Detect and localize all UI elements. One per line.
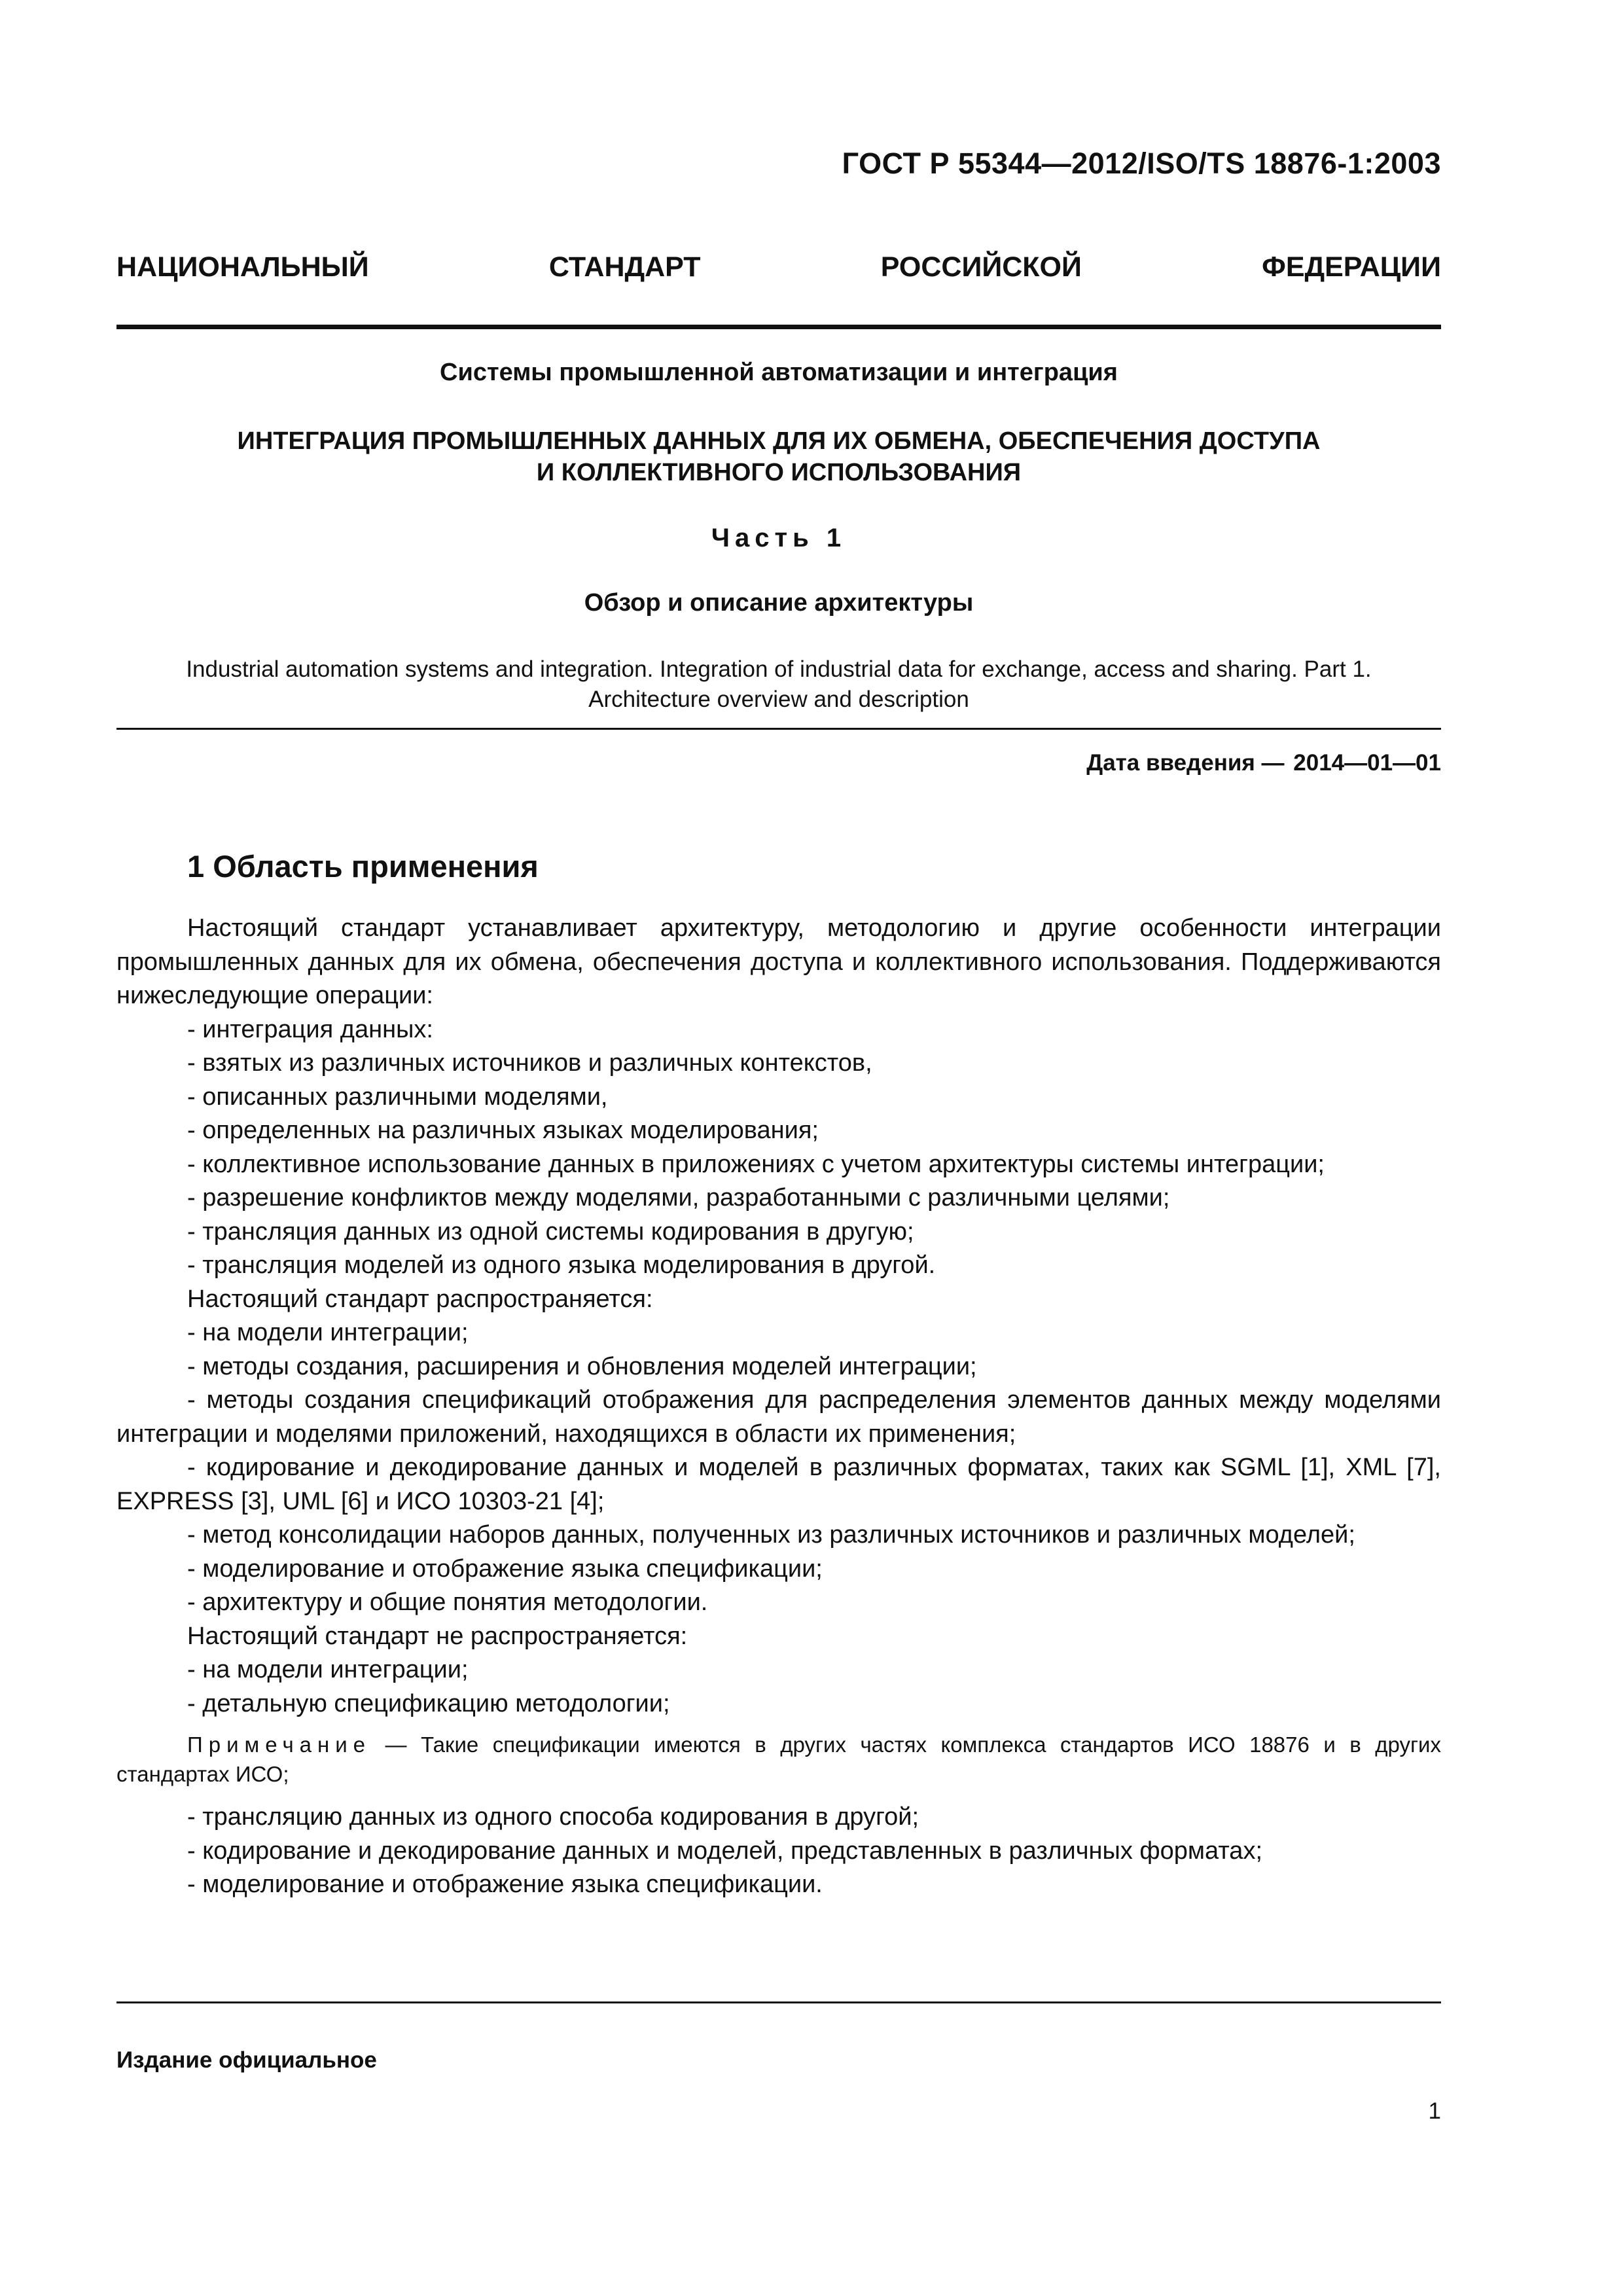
note-label: Примечание (187, 1732, 372, 1757)
standard-title-line-1: ИНТЕГРАЦИЯ ПРОМЫШЛЕННЫХ ДАННЫХ ДЛЯ ИХ ОБМЕНА, ОБЕСПЕЧЕНИЯ ДОСТУПА (237, 427, 1321, 455)
section-body (116, 912, 1441, 1902)
applies-intro: Настоящий стандарт распространяется: (187, 1285, 653, 1313)
list-item: - трансляция данных из одной системы кодирования в другую; (187, 1217, 914, 1246)
list-item: - детальную спецификацию методологии; (187, 1689, 670, 1717)
standard-title (116, 425, 1441, 488)
list-item: - моделирование и отображение языка спецификации; (187, 1554, 823, 1583)
introduction-date-label: Дата введения — (1086, 750, 1285, 776)
introduction-date-value: 2014—01—01 (1293, 750, 1441, 776)
standard-title-line-2: И КОЛЛЕКТИВНОГО ИСПОЛЬЗОВАНИЯ (536, 459, 1022, 486)
list-item: - определенных на различных языках моделирования; (187, 1117, 819, 1144)
introduction-date (1084, 750, 1441, 776)
list-item: - методы создания спецификаций отображения для распределения элементов данных между моделями интеграции и моделями приложений, находящихся в области их применения; (116, 1386, 1441, 1448)
header-divider (116, 325, 1441, 329)
list-item: - на модели интеграции; (187, 1656, 469, 1683)
not-applies-intro: Настоящий стандарт не распространяется: (187, 1622, 688, 1650)
list-item: - архитектуру и общие понятия методологии. (187, 1588, 708, 1616)
title-divider (116, 728, 1441, 730)
english-title-line-1: Industrial automation systems and integration. Integration of industrial data for exchange, access and sharing. Part 1. (186, 656, 1372, 682)
note (116, 1730, 1441, 1789)
document-page (116, 0, 1441, 2296)
part-label: Часть 1 (711, 524, 847, 552)
list-item: - интеграция данных: (187, 1015, 433, 1043)
list-item: - моделирование и отображение языка спецификации. (187, 1871, 823, 1898)
page-number: 1 (1428, 2098, 1441, 2124)
note-text: — Такие спецификации имеются в других частях комплекса стандартов ИСО 18876 и в других стандартах ИСО; (116, 1732, 1441, 1786)
list-item: - метод консолидации наборов данных, полученных из различных источников и различных моделей; (187, 1521, 1355, 1549)
standard-series: Системы промышленной автоматизации и интеграция (440, 359, 1118, 386)
english-title (116, 655, 1441, 715)
list-item: - кодирование и декодирование данных и моделей в различных форматах, таких как SGML [1], XML [7], EXPRESS [3], UML [6] и ИСО 10303-21 [4]; (116, 1454, 1441, 1515)
list-item: - методы создания, расширения и обновления моделей интеграции; (187, 1352, 977, 1380)
footer-divider (116, 2001, 1441, 2003)
national-standard-banner: НАЦИОНАЛЬНЫЙ СТАНДАРТ РОССИЙСКОЙ ФЕДЕРАЦИИ (116, 251, 1441, 283)
list-item: - описанных различными моделями, (187, 1083, 608, 1111)
english-title-line-2: Architecture overview and description (588, 687, 969, 712)
official-edition-label: Издание официальное (116, 2047, 377, 2073)
list-item: - кодирование и декодирование данных и моделей, представленных в различных форматах; (187, 1837, 1262, 1865)
list-item: - разрешение конфликтов между моделями, разработанными с различными целями; (187, 1184, 1170, 1211)
list-item: - на модели интеграции; (187, 1319, 469, 1346)
section-intro: Настоящий стандарт устанавливает архитектуру, методологию и другие особенности интеграции промышленных данных для их обмена, обеспечения доступа и коллективного использования. Поддерживаются нижеследующие операции: (116, 914, 1441, 1009)
list-item: - трансляция моделей из одного языка моделирования в другой. (187, 1251, 936, 1279)
part-subtitle: Обзор и описание архитектуры (584, 589, 974, 617)
document-code: ГОСТ Р 55344—2012/ISO/TS 18876-1:2003 (842, 147, 1441, 180)
section-heading: 1 Область применения (187, 849, 539, 884)
list-item: - трансляцию данных из одного способа кодирования в другой; (187, 1803, 919, 1831)
list-item: - коллективное использование данных в приложениях с учетом архитектуры системы интеграции; (187, 1150, 1325, 1178)
list-item: - взятых из различных источников и различных контекстов, (187, 1049, 872, 1077)
